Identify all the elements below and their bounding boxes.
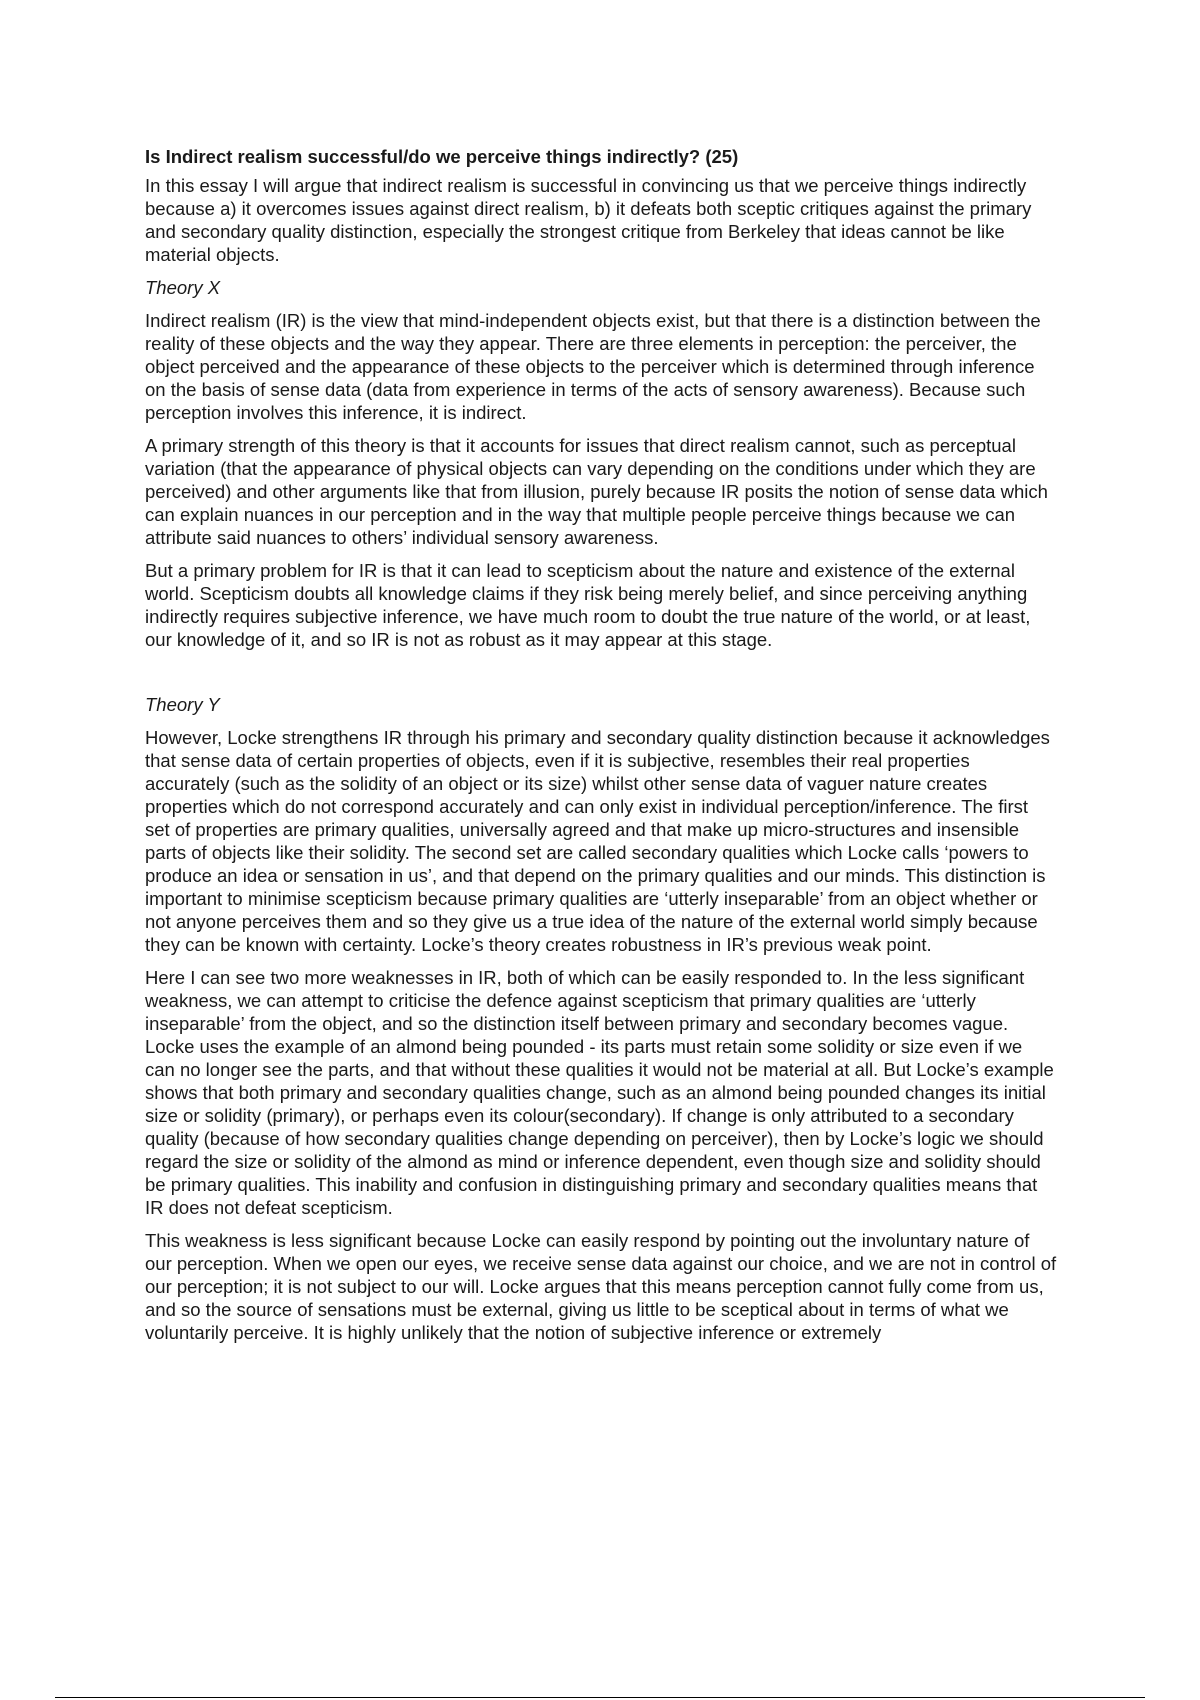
- body-paragraph: However, Locke strengthens IR through his primary and secondary quality distinction because it acknowledges that sense data of certain properties of objects, even if it is subjective, resembles their real properties accurately (such as the solidity of an object or its size) whilst other sense data of vaguer nature creates properties which do not correspond accurately and can only exist in individual perception/inference. The first set of properties are primary qualities, universally agreed and that make up micro-structures and insensible parts of objects like their solidity. The second set are called secondary qualities which Locke calls ‘powers to produce an idea or sensation in us’, and that depend on the primary qualities and our minds. This distinction is important to minimise scepticism because primary qualities are ‘utterly inseparable’ from an object whether or not anyone perceives them and so they give us a true idea of the nature of the external world simply because they can be known with certainty. Locke’s theory creates robustness in IR’s previous weak point.: [145, 727, 1050, 955]
- section-theory-y: [145, 693, 1057, 1344]
- body-paragraph: Indirect realism (IR) is the view that mind-independent objects exist, but that there is a distinction between the reality of these objects and the way they appear. There are three elements in perception: the perceiver, the object perceived and the appearance of these objects to the perceiver which is determined through inference on the basis of sense data (data from experience in terms of the acts of sensory awareness). Because such perception involves this inference, it is indirect.: [145, 310, 1041, 423]
- body-paragraph: Here I can see two more weaknesses in IR, both of which can be easily responded to. In the less significant weakness, we can attempt to criticise the defence against scepticism that primary qualities are ‘utterly inseparable’ from the object, and so the distinction itself between primary and secondary becomes vague. Locke uses the example of an almond being pounded - its parts must retain some solidity or size even if we can no longer see the parts, and that without these qualities it would not be material at all. But Locke’s example shows that both primary and secondary qualities change, such as an almond being pounded changes its initial size or solidity (primary), or perhaps even its colour(secondary). If change is only attributed to a secondary quality (because of how secondary qualities change depending on perceiver), then by Locke’s logic we should regard the size or solidity of the almond as mind or inference dependent, even though size and solidity should be primary qualities. This inability and confusion in distinguishing primary and secondary qualities means that IR does not defeat scepticism.: [145, 967, 1054, 1218]
- body-paragraph: A primary strength of this theory is that it accounts for issues that direct realism cannot, such as perceptual variation (that the appearance of physical objects can vary depending on the conditions under which they are perceived) and other arguments like that from illusion, purely because IR posits the notion of sense data which can explain nuances in our perception and in the way that multiple people perceive things because we can attribute said nuances to others’ individual sensory awareness.: [145, 435, 1048, 548]
- section-heading: Theory X: [145, 277, 221, 298]
- section-heading: Theory Y: [145, 694, 220, 715]
- section-theory-x: [145, 276, 1057, 651]
- body-paragraph: But a primary problem for IR is that it can lead to scepticism about the nature and existence of the external world. Scepticism doubts all knowledge claims if they risk being merely belief, and since perceiving anything indirectly requires subjective inference, we have much room to doubt the true nature of the world, or at least, our knowledge of it, and so IR is not as robust as it may appear at this stage.: [145, 560, 1031, 650]
- intro-paragraph: In this essay I will argue that indirect realism is successful in convincing us that we perceive things indirectly because a) it overcomes issues against direct realism, b) it defeats both sceptic critiques against the primary and secondary quality distinction, especially the strongest critique from Berkeley that ideas cannot be like material objects.: [145, 175, 1032, 265]
- footer-divider: [55, 1697, 1145, 1698]
- essay-body: [145, 145, 1057, 1354]
- body-paragraph: This weakness is less significant because Locke can easily respond by pointing out the involuntary nature of our perception. When we open our eyes, we receive sense data against our choice, and we are not in control of our perception; it is not subject to our will. Locke argues that this means perception cannot fully come from us, and so the source of sensations must be external, giving us little to be sceptical about in terms of what we voluntarily perceive. It is highly unlikely that the notion of subjective inference or extremely: [145, 1230, 1057, 1343]
- essay-title: Is Indirect realism successful/do we perceive things indirectly? (25): [145, 146, 739, 167]
